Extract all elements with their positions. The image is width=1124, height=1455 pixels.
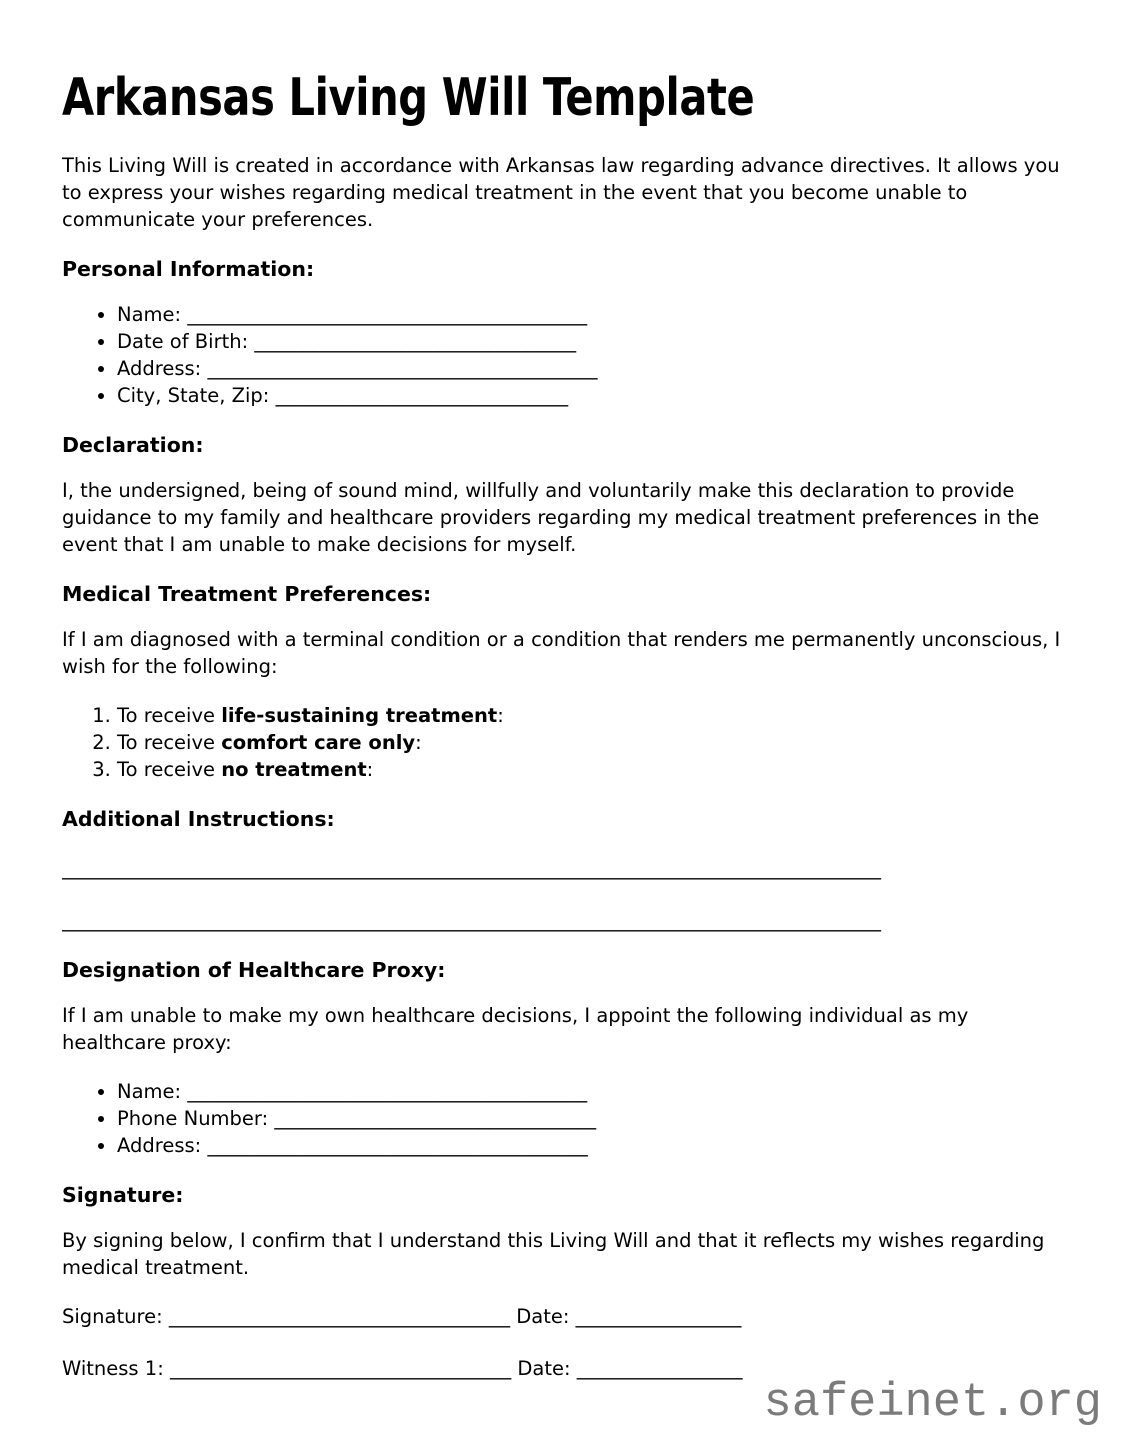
additional-instructions-blank-line-1: ____________________________________________________________________________________ bbox=[62, 857, 881, 880]
option-suffix: : bbox=[497, 704, 504, 727]
list-item bbox=[117, 1132, 1062, 1159]
signature-label: Signature: bbox=[62, 1305, 169, 1328]
section-heading-declaration: Declaration: bbox=[62, 433, 204, 457]
option-bold-comfort-care-only: comfort care only bbox=[221, 731, 416, 754]
option-bold-no-treatment: no treatment bbox=[221, 758, 367, 781]
field-blank-city-state-zip: ______________________________ bbox=[275, 384, 569, 407]
intro-paragraph: This Living Will is created in accordance with Arkansas law regarding advance directives. It allows you to express your wishes regarding medical treatment in the event that you become unable to communicate your preferences. bbox=[62, 154, 1060, 231]
witness-blank: ___________________________________ bbox=[169, 1357, 512, 1380]
field-label-name: Name: bbox=[117, 303, 188, 326]
list-item bbox=[117, 1105, 1062, 1132]
field-label-address: Address: bbox=[117, 357, 208, 380]
signature-date-blank: _________________ bbox=[575, 1305, 742, 1328]
treatment-options-list bbox=[62, 702, 1062, 783]
watermark-safeinet-org: safeinet.org bbox=[763, 1377, 1102, 1430]
additional-instructions-blank-line-2: ____________________________________________________________________________________ bbox=[62, 909, 881, 932]
option-prefix: To receive bbox=[117, 731, 222, 754]
list-item bbox=[117, 1078, 1062, 1105]
witness-date-blank: _________________ bbox=[576, 1357, 743, 1380]
medical-preferences-paragraph: If I am diagnosed with a terminal condition or a condition that renders me permanently unconscious, I wish for the following: bbox=[62, 628, 1061, 678]
list-item bbox=[117, 328, 1062, 355]
signature-row bbox=[62, 1303, 1062, 1330]
list-item bbox=[117, 355, 1062, 382]
proxy-label-name: Name: bbox=[117, 1080, 188, 1103]
option-suffix: : bbox=[366, 758, 374, 781]
proxy-blank-address: _______________________________________ bbox=[207, 1134, 588, 1157]
page-title: Arkansas Living Will Template bbox=[62, 68, 755, 128]
list-item bbox=[117, 702, 1062, 729]
section-heading-personal-information: Personal Information: bbox=[62, 257, 315, 281]
signature-blank: ___________________________________ bbox=[168, 1305, 511, 1328]
field-label-city-state-zip: City, State, Zip: bbox=[117, 384, 276, 407]
proxy-blank-name: _________________________________________ bbox=[187, 1080, 588, 1103]
option-prefix: To receive bbox=[117, 758, 222, 781]
proxy-label-phone-number: Phone Number: bbox=[117, 1107, 275, 1130]
field-blank-name: _________________________________________ bbox=[187, 303, 588, 326]
proxy-label-address: Address: bbox=[117, 1134, 208, 1157]
signature-date-label: Date: bbox=[510, 1305, 576, 1328]
field-blank-date-of-birth: _________________________________ bbox=[254, 330, 577, 353]
list-item bbox=[117, 729, 1062, 756]
option-bold-life-sustaining-treatment: life-sustaining treatment bbox=[221, 704, 498, 727]
section-heading-additional-instructions: Additional Instructions: bbox=[62, 807, 335, 831]
field-label-date-of-birth: Date of Birth: bbox=[117, 330, 255, 353]
section-heading-medical-treatment-preferences: Medical Treatment Preferences: bbox=[62, 582, 432, 606]
option-suffix: : bbox=[415, 731, 422, 754]
proxy-blank-phone-number: _________________________________ bbox=[274, 1107, 597, 1130]
healthcare-proxy-paragraph: If I am unable to make my own healthcare decisions, I appoint the following individual as my healthcare proxy: bbox=[62, 1004, 969, 1054]
field-blank-address: ________________________________________ bbox=[207, 357, 598, 380]
list-item bbox=[117, 382, 1062, 409]
signature-paragraph: By signing below, I confirm that I understand this Living Will and that it reflects my wishes regarding medical treatment. bbox=[62, 1229, 1045, 1279]
section-heading-signature: Signature: bbox=[62, 1183, 184, 1207]
section-heading-healthcare-proxy: Designation of Healthcare Proxy: bbox=[62, 958, 446, 982]
personal-info-list bbox=[62, 301, 1062, 409]
list-item bbox=[117, 301, 1062, 328]
witness-label: Witness 1: bbox=[62, 1357, 170, 1380]
list-item bbox=[117, 756, 1062, 783]
healthcare-proxy-list bbox=[62, 1078, 1062, 1159]
witness-date-label: Date: bbox=[511, 1357, 577, 1380]
option-prefix: To receive bbox=[117, 704, 222, 727]
declaration-paragraph: I, the undersigned, being of sound mind, willfully and voluntarily make this declaration to provide guidance to my family and healthcare providers regarding my medical treatment preferences in the event that I am unable to make decisions for myself. bbox=[62, 479, 1040, 556]
